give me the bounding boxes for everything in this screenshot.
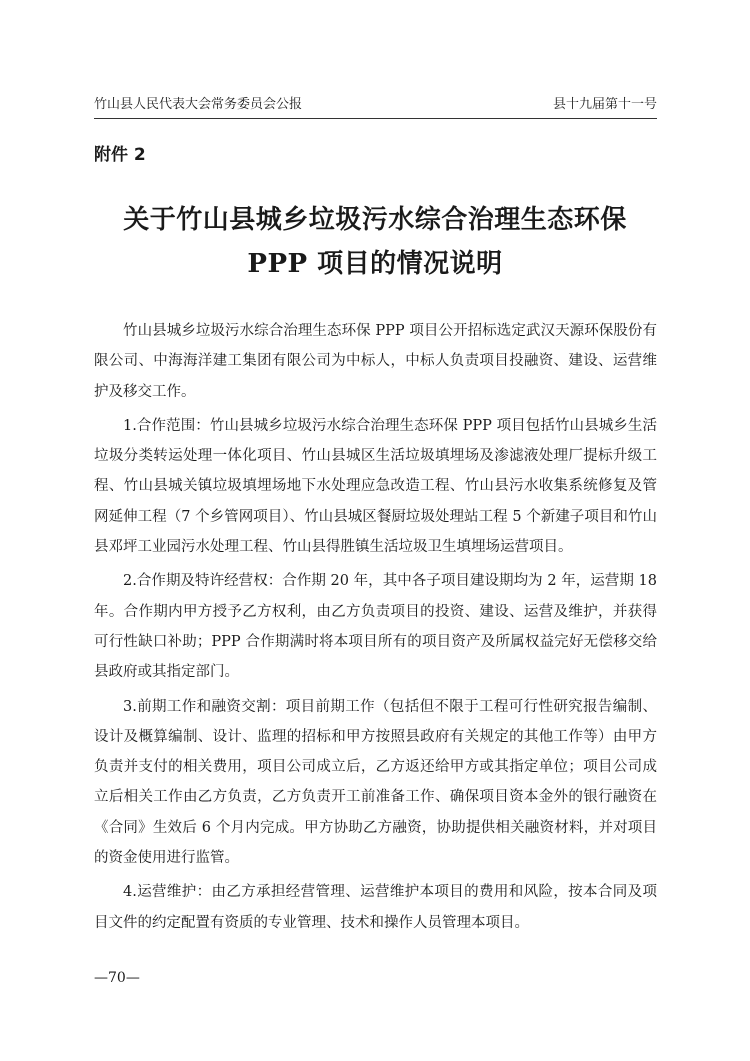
paragraph-operation: 4.运营维护：由乙方承担经营管理、运营维护本项目的费用和风险，按本合同及项目文件的约定配置有资质的专业管理、技术和操作人员管理本项目。: [94, 884, 657, 931]
header-divider: [94, 118, 657, 119]
page-header: [94, 95, 657, 115]
paragraph-financing: 3.前期工作和融资交割：项目前期工作（包括但不限于工程可行性研究报告编制、设计及概算编制、设计、监理的招标和甲方按照县政府有关规定的其他工作等）由甲方负责并支付的相关费用，项目公司成立后，乙方返还给甲方或其指定单位；项目公司成立后相关工作由乙方负责，乙方负责开工前准备工作、确保项目资本金外的银行融资在《合同》生效后 6 个月内完成。甲方协助乙方融资，协助提供相关融资材料，并对项目的资金使用进行监管。: [94, 698, 657, 867]
title-line-2: PPP 项目的情况说明: [247, 249, 503, 279]
bulletin-name: 竹山县人民代表大会常务委员会公报: [94, 97, 303, 112]
paragraph-scope: 1.合作范围：竹山县城乡垃圾污水综合治理生态环保 PPP 项目包括竹山县城乡生活垃圾分类转运处理一体化项目、竹山县城区生活垃圾填埋场及渗滤液处理厂提标升级工程、竹山县城关镇垃圾填埋场地下水处理应急改造工程、竹山县污水收集系统修复及管网延伸工程（7 个乡管网项目）、竹山县城区餐厨垃圾处理站工程 5 个新建子项目和竹山县邓坪工业园污水处理工程、竹山县得胜镇生活垃圾卫生填埋场运营项目。: [94, 417, 657, 556]
page-number: —70—: [94, 970, 140, 986]
paragraph-intro: 竹山县城乡垃圾污水综合治理生态环保 PPP 项目公开招标选定武汉天源环保股份有限公司、中海海洋建工集团有限公司为中标人，中标人负责项目投融资、建设、运营维护及移交工作。: [94, 323, 657, 400]
annex-label: 附件 2: [94, 145, 146, 165]
document-body: [94, 316, 657, 942]
title-line-1: 关于竹山县城乡垃圾污水综合治理生态环保: [123, 205, 627, 235]
issue-number: 县十九届第十一号: [552, 97, 657, 112]
document-title: [80, 198, 670, 286]
paragraph-term: 2.合作期及特许经营权：合作期 20 年，其中各子项目建设期均为 2 年，运营期 18 年。合作期内甲方授予乙方权利，由乙方负责项目的投资、建设、运营及维护，并获得可行性缺口补助；PPP 合作期满时将本项目所有的项目资产及所属权益完好无偿移交给县政府或其指定部门。: [94, 573, 657, 681]
